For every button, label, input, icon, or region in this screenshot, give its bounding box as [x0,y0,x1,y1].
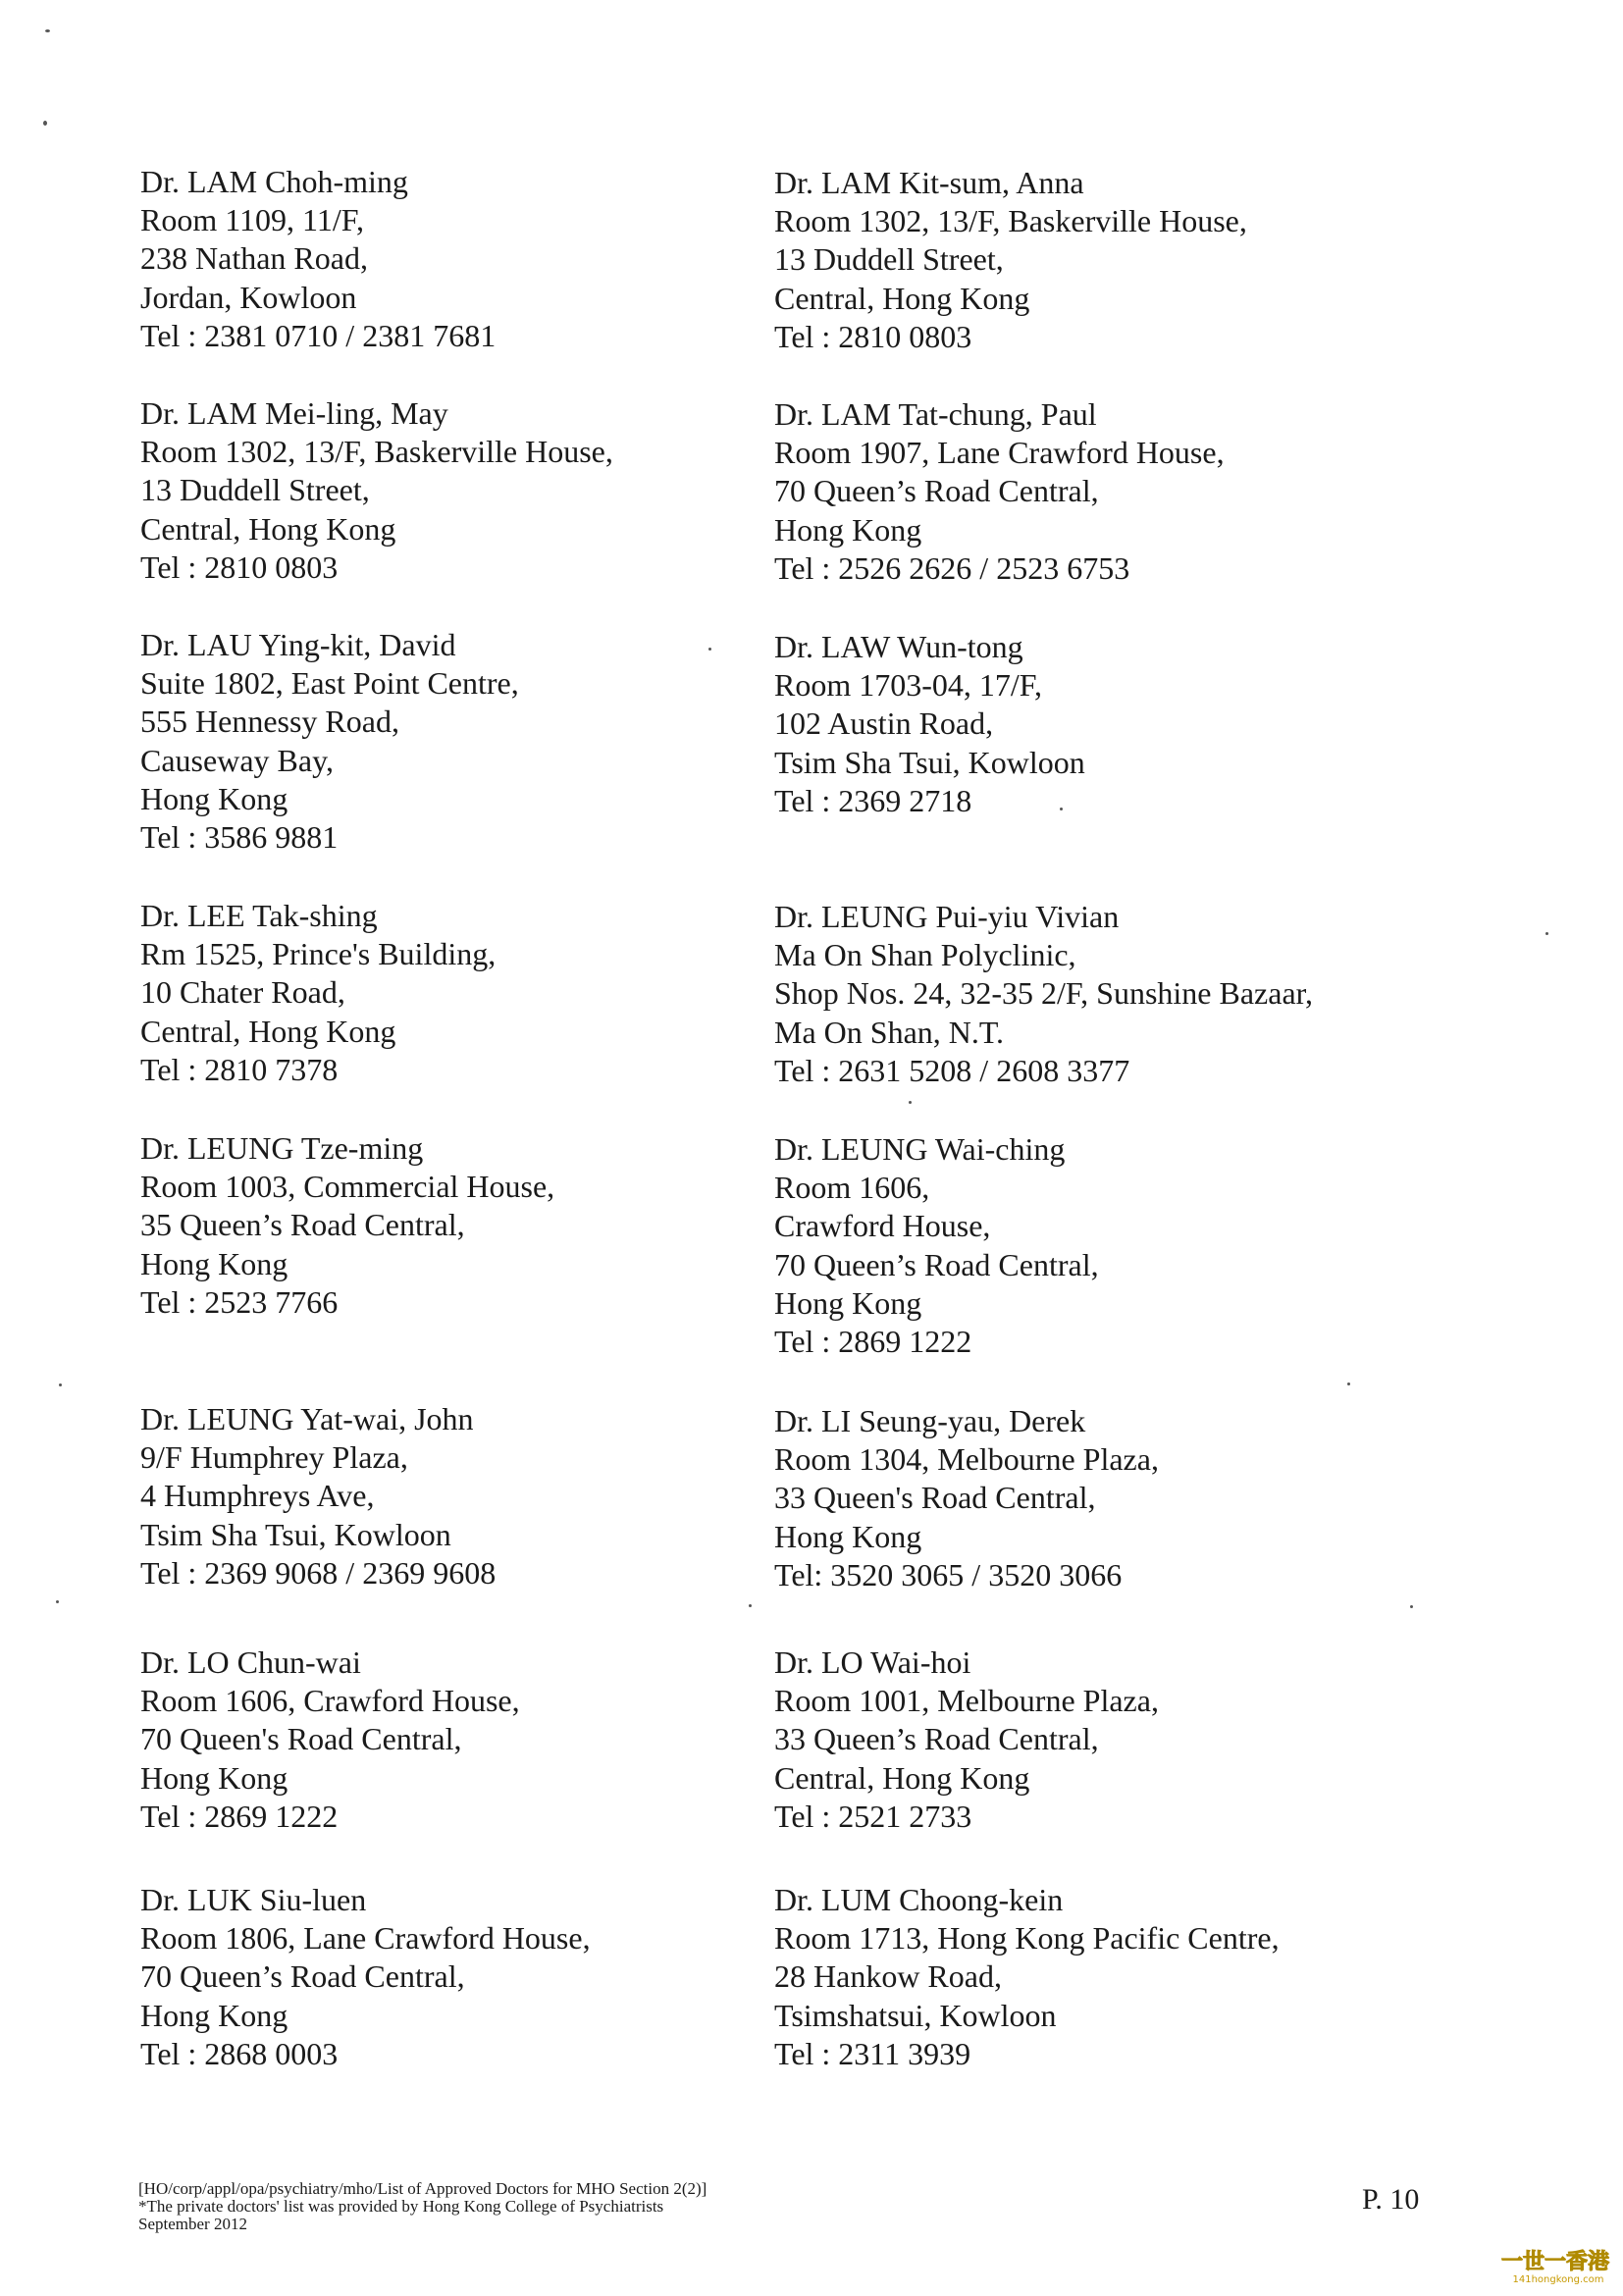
telephone-line: Tel : 2369 2718 [774,782,972,818]
address-line: 70 Queen’s Road Central, [140,1958,465,1995]
doctor-name: Dr. LAM Kit-sum, Anna [774,165,1084,200]
doctor-entry [140,897,496,1089]
address-line: Hong Kong [140,1245,288,1281]
doctor-entry [140,1129,554,1322]
doctor-entry [774,1881,1280,2073]
address-line: Hong Kong [774,511,922,548]
address-line: Tsimshatsui, Kowloon [774,1997,1057,2033]
telephone-line: Tel : 2381 0710 / 2381 7681 [140,317,497,353]
watermark-logo-text: 一世一香港 [1501,2250,1610,2274]
doctor-name: Dr. LAU Ying-kit, David [140,627,456,662]
doctor-name: Dr. LEUNG Yat-wai, John [140,1401,474,1436]
address-line: Hong Kong [140,1759,288,1796]
address-line: Room 1606, Crawford House, [140,1683,520,1719]
doctor-entry [140,1644,520,1836]
address-line: 35 Queen’s Road Central, [140,1207,465,1243]
scan-speck [708,648,711,651]
address-line: 555 Hennessy Road, [140,704,399,740]
site-watermark [1501,2251,1615,2288]
address-line: Room 1907, Lane Crawford House, [774,435,1225,471]
scan-speck [43,121,47,126]
doctor-entry [774,1644,1159,1836]
telephone-line: Tel : 2810 7378 [140,1051,339,1087]
address-line: Room 1003, Commercial House, [140,1169,555,1205]
address-line: Tsim Sha Tsui, Kowloon [774,744,1085,780]
address-line: Suite 1802, East Point Centre, [140,665,519,702]
address-line: 33 Queen’s Road Central, [774,1721,1099,1757]
scan-speck [1060,808,1063,810]
address-line: 70 Queen’s Road Central, [774,473,1099,509]
footer-note [138,2180,707,2233]
address-line: Central, Hong Kong [140,510,396,547]
telephone-line: Tel : 2521 2733 [774,1798,972,1834]
telephone-line: Tel : 2369 9068 / 2369 9608 [140,1554,497,1591]
telephone-line: Tel : 2869 1222 [140,1798,339,1834]
address-line: 238 Nathan Road, [140,240,368,277]
address-line: 33 Queen's Road Central, [774,1480,1096,1516]
scan-speck [1545,932,1548,935]
doctor-name: Dr. LEUNG Tze-ming [140,1130,424,1166]
address-line: Room 1304, Melbourne Plaza, [774,1441,1159,1478]
address-line: Causeway Bay, [140,742,334,778]
doctor-name: Dr. LAM Tat-chung, Paul [774,396,1097,432]
doctor-entry [774,898,1313,1090]
doctor-name: Dr. LEUNG Pui-yiu Vivian [774,899,1120,934]
telephone-line: Tel : 3586 9881 [140,819,339,856]
address-line: 13 Duddell Street, [140,472,370,508]
doctor-name: Dr. LEE Tak-shing [140,898,378,933]
address-line: Room 1703-04, 17/F, [774,667,1043,704]
address-line: Tsim Sha Tsui, Kowloon [140,1516,451,1552]
doctor-name: Dr. LUK Siu-luen [140,1882,367,1917]
address-line: Room 1713, Hong Kong Pacific Centre, [774,1920,1280,1957]
scan-speck [45,29,50,32]
address-line: Room 1806, Lane Crawford House, [140,1920,591,1957]
doctor-name: Dr. LUM Choong-kein [774,1882,1064,1917]
address-line: Rm 1525, Prince's Building, [140,936,497,972]
address-line: Hong Kong [774,1518,922,1554]
address-line: Central, Hong Kong [140,1013,396,1049]
watermark-url: 141hongkong.com [1512,2274,1604,2285]
scan-speck [909,1101,912,1104]
doctor-entry [774,1402,1159,1594]
doctor-entry [140,1400,496,1592]
doctor-name: Dr. LO Wai-hoi [774,1644,971,1680]
address-line: Shop Nos. 24, 32-35 2/F, Sunshine Bazaar, [774,975,1314,1012]
telephone-line: Tel : 2526 2626 / 2523 6753 [774,549,1130,586]
address-line: 70 Queen’s Road Central, [774,1246,1099,1282]
address-line: Hong Kong [140,780,288,816]
doctor-entry [140,163,496,355]
doctor-entry [774,164,1247,356]
telephone-line: Tel : 2868 0003 [140,2035,339,2071]
address-line: Hong Kong [140,1997,288,2033]
telephone-line: Tel : 2311 3939 [774,2035,971,2071]
doctor-entry [140,1881,591,2073]
address-line: 102 Austin Road, [774,705,994,742]
doctor-name: Dr. LO Chun-wai [140,1644,361,1680]
doctor-entry [774,395,1225,588]
telephone-line: Tel : 2869 1222 [774,1324,972,1360]
doctor-entry [774,628,1085,820]
address-line: Ma On Shan, N.T. [774,1014,1005,1050]
address-line: Room 1302, 13/F, Baskerville House, [774,203,1247,239]
address-line: Jordan, Kowloon [140,279,357,315]
address-line: Room 1109, 11/F, [140,202,364,238]
telephone-line: Tel : 2810 0803 [140,548,339,585]
doctor-name: Dr. LAM Choh-ming [140,164,408,199]
address-line: 13 Duddell Street, [774,241,1004,278]
scan-speck [1347,1383,1350,1385]
address-line: Hong Kong [774,1284,922,1321]
address-line: Room 1606, [774,1170,930,1206]
address-line: Room 1302, 13/F, Baskerville House, [140,434,613,470]
address-line: Room 1001, Melbourne Plaza, [774,1683,1159,1719]
address-line: 10 Chater Road, [140,974,345,1011]
doctor-name: Dr. LAM Mei-ling, May [140,395,448,431]
address-line: Central, Hong Kong [774,280,1030,316]
doctor-name: Dr. LEUNG Wai-ching [774,1131,1066,1167]
telephone-line: Tel : 2810 0803 [774,318,972,354]
footer-source-note: *The private doctors' list was provided by Hong Kong College of Psychiatrists [138,2197,664,2216]
scan-speck [749,1604,752,1607]
address-line: Central, Hong Kong [774,1759,1030,1796]
footer-file-path: [HO/corp/appl/opa/psychiatry/mho/List of Approved Doctors for MHO Section 2(2)] [138,2179,707,2198]
address-line: 28 Hankow Road, [774,1958,1002,1995]
scan-speck [56,1600,59,1603]
address-line: 70 Queen's Road Central, [140,1721,462,1757]
scan-speck [1410,1605,1413,1608]
doctor-name: Dr. LI Seung-yau, Derek [774,1403,1086,1438]
telephone-line: Tel: 3520 3065 / 3520 3066 [774,1556,1123,1592]
footer-date: September 2012 [138,2215,247,2233]
doctor-entry [140,394,613,587]
doctor-name: Dr. LAW Wun-tong [774,629,1023,664]
telephone-line: Tel : 2523 7766 [140,1283,339,1320]
address-line: Ma On Shan Polyclinic, [774,937,1076,973]
scan-speck [59,1383,62,1386]
address-line: Crawford House, [774,1208,991,1244]
doctor-entry [774,1130,1099,1361]
page-number: P. 10 [1362,2183,1420,2216]
address-line: 4 Humphreys Ave, [140,1478,375,1514]
doctor-entry [140,626,519,857]
telephone-line: Tel : 2631 5208 / 2608 3377 [774,1052,1130,1088]
address-line: 9/F Humphrey Plaza, [140,1439,408,1476]
